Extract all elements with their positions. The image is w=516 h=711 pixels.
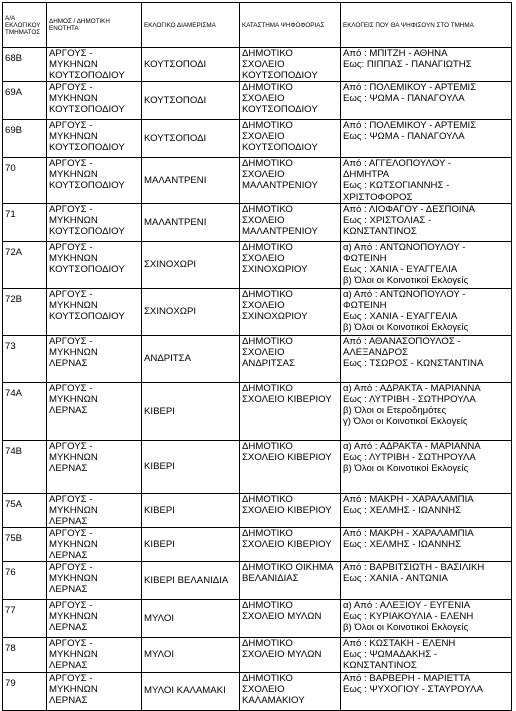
cell-station-line: ΔΗΜΟΤΙΚΟ [242,158,293,170]
cell-municipality-line: ΑΡΓΟΥΣ - [49,527,93,539]
cell-municipality [47,440,142,493]
cell-voters [341,120,512,158]
cell-municipality [47,158,142,203]
cell-station-line: ΣΧΟΛΕΙΟ [242,299,285,311]
table-row [3,48,512,82]
cell-municipality-line: ΜΥΚΗΝΩΝ [49,93,98,105]
table-row [3,527,512,561]
cell-station-line: ΚΟΥΤΣΟΠΟΔΙΟΥ [242,104,318,116]
cell-station-line: ΣΧΟΛΕΙΟ [242,131,285,143]
cell-station-line: ΜΑΛΑΝΤΡΕΝΙΟΥ [242,180,318,192]
cell-voters-line: ΚΩΝΣΤΑΝΤΙΝΟΣ [343,225,417,237]
table-row [3,493,512,527]
cell-station-line: ΔΗΜΟΤΙΚΟ [242,241,293,253]
cell-district: ΚΙΒΕΡΙ [142,527,240,561]
cell-voters-line: Εως : ΨΩΜΑ - ΠΑΝΑΓΟΥΛΑ [343,131,465,143]
cell-station-line: ΣΧΙΝΟΧΩΡΙΟΥ [242,263,308,275]
cell-voters-line: Από : ΠΟΛΕΜΙΚΟΥ - ΑΡΤΕΜΙΣ [343,120,477,132]
header-voters: ΕΚΛΟΓΕΙΣ ΠΟΥ ΘΑ ΨΗΦΙΣΟΥΝ ΣΤΟ ΤΜΗΜΑ [341,3,512,48]
table-row [3,288,512,335]
cell-station-line: ΔΗΜΟΤΙΚΟ [242,82,293,94]
cell-municipality [47,562,142,600]
cell-municipality-line: ΜΥΚΗΝΩΝ [49,451,98,463]
cell-station-line: ΣΧΟΛΕΙΟ [242,59,285,71]
cell-voters-line: γ) Όλοι οι Κοινοτικοί Εκλογείς [343,415,468,427]
cell-municipality-line: ΛΕΡΝΑΣ [49,357,88,369]
cell-station-line: ΣΧΟΛΕΙΟ ΚΙΒΕΡΙΟΥ [242,451,332,463]
cell-municipality-line: ΛΕΡΝΑΣ [49,694,88,706]
cell-station-line: ΣΧΟΛΕΙΟ ΜΥΛΩΝ [242,611,322,623]
cell-station [240,82,341,120]
cell-municipality [47,241,142,288]
cell-voters-line: Εως : ΧΡΙΣΤΟΛΙΑΣ - [343,214,432,226]
table-row [3,382,512,440]
table-body [3,48,512,711]
cell-voters-line: Εως : ΚΩΤΣΟΓΙΑΝΝΗΣ - [343,180,450,192]
cell-id: 68Β [3,48,47,82]
cell-station-line: ΔΗΜΟΤΙΚΟ [242,48,293,59]
cell-district: ΚΟΥΤΣΟΠΟΔΙ [142,120,240,158]
cell-municipality-line: ΜΥΚΗΝΩΝ [49,539,98,551]
cell-voters-line: Εως : ΧΑΝΙΑ - ΕΥΑΓΓΕΛΙΑ [343,263,458,275]
cell-municipality [47,672,142,710]
cell-id: 79 [3,672,47,710]
cell-voters-line: ΧΡΙΣΤΟΦΟΡΟΣ [343,191,413,203]
cell-municipality [47,288,142,335]
cell-municipality-line: ΑΡΓΟΥΣ - [49,158,93,170]
cell-voters-line: Εως : ΛΥΤΡΙΒΗ - ΣΩΤΗΡΟΥΛΑ [343,451,476,463]
cell-station-line: ΣΧΟΛΕΙΟ ΚΙΒΕΡΙΟΥ [242,393,332,405]
cell-voters-line: Εως : ΨΥΧΟΓΙΟΥ - ΣΤΑΥΡΟΥΛΑ [343,683,483,695]
cell-municipality-line: ΜΥΚΗΝΩΝ [49,611,98,623]
cell-station [240,493,341,527]
cell-municipality-line: ΜΥΚΗΝΩΝ [49,683,98,695]
cell-station-line: ΣΧΟΛΕΙΟ [242,169,285,181]
cell-voters [341,672,512,710]
cell-district: ΚΙΒΕΡΙ [142,382,240,440]
table-row [3,672,512,710]
cell-station [240,158,341,203]
cell-station-line: ΣΧΟΛΕΙΟ [242,252,285,264]
cell-station-line: ΚΑΛΑΜΑΚΙΟΥ [242,694,305,706]
cell-station [240,527,341,561]
cell-voters-line: Από : ΒΑΡΒΙΤΣΙΩΤΗ - ΒΑΣΙΛΙΚΗ [343,562,485,574]
cell-voters-line: α) Από : ΑΔΡΑΚΤΑ - ΜΑΡΙΑΝΝΑ [343,382,481,394]
cell-voters [341,382,512,440]
cell-municipality-line: ΜΥΚΗΝΩΝ [49,393,98,405]
table-row [3,203,512,241]
cell-voters [341,335,512,382]
cell-municipality-line: ΜΥΚΗΝΩΝ [49,346,98,358]
cell-municipality-line: ΚΟΥΤΣΟΠΟΔΙΟΥ [49,104,125,116]
cell-municipality-line: ΑΡΓΟΥΣ - [49,335,93,347]
cell-district: ΑΝΔΡΙΤΣΑ [142,335,240,382]
cell-voters-line: ΑΛΕΞΑΝΔΡΟΣ [343,346,408,358]
header-station: ΚΑΤΑΣΤΗΜΑ ΨΗΦΟΦΟΡΙΑΣ [240,3,341,48]
cell-station-line: ΣΧΟΛΕΙΟ ΜΥΛΩΝ [242,649,322,661]
table-row [3,241,512,288]
cell-station [240,288,341,335]
cell-station [240,638,341,672]
cell-voters-line: β) Όλοι οι Κοινοτικοί Εκλογείς [343,274,469,286]
cell-municipality [47,382,142,440]
cell-municipality-line: ΚΟΥΤΣΟΠΟΔΙΟΥ [49,70,125,82]
table-row [3,120,512,158]
cell-municipality [47,82,142,120]
cell-id: 77 [3,600,47,638]
cell-voters-line: Από : ΑΘΑΝΑΣΟΠΟΥΛΟΣ - [343,335,461,347]
cell-municipality-line: ΜΥΚΗΝΩΝ [49,252,98,264]
cell-municipality [47,48,142,82]
cell-municipality [47,527,142,561]
cell-municipality-line: ΑΡΓΟΥΣ - [49,382,93,394]
cell-voters-line: α) Από : ΑΝΤΩΝΟΠΟΥΛΟΥ - [343,241,466,253]
cell-voters-line: Εως : ΨΩΜΑΔΑΚΗΣ - [343,649,438,661]
cell-district: ΜΥΛΟΙ ΚΑΛΑΜΑΚΙ [142,672,240,710]
cell-district: ΜΥΛΟΙ [142,600,240,638]
cell-municipality-line: ΜΥΚΗΝΩΝ [49,131,98,143]
cell-id: 78 [3,638,47,672]
cell-voters-line: Από : ΠΟΛΕΜΙΚΟΥ - ΑΡΤΕΜΙΣ [343,82,477,94]
cell-district: ΚΟΥΤΣΟΠΟΔΙ [142,48,240,82]
cell-municipality-line: ΚΟΥΤΣΟΠΟΔΙΟΥ [49,180,125,192]
cell-voters-line: α) Από : ΑΛΕΞΙΟΥ - ΕΥΓΕΝΙΑ [343,600,471,612]
cell-municipality-line: ΜΥΚΗΝΩΝ [49,59,98,71]
cell-voters-line: α) Από : ΑΔΡΑΚΤΑ - ΜΑΡΙΑΝΝΑ [343,440,481,452]
cell-voters-line: Εως : ΧΕΛΜΗΣ - ΙΩΑΝΝΗΣ [343,504,462,516]
cell-id: 71 [3,203,47,241]
table-row [3,638,512,672]
cell-station-line: ΔΗΜΟΤΙΚΟ [242,335,293,347]
cell-municipality-line: ΑΡΓΟΥΣ - [49,241,93,253]
cell-voters [341,600,512,638]
cell-district: ΣΧΙΝΟΧΩΡΙ [142,241,240,288]
cell-district: ΚΙΒΕΡΙ [142,440,240,493]
cell-municipality-line: ΑΡΓΟΥΣ - [49,48,93,59]
cell-voters-line: Από : ΛΙΟΦΑΓΟΥ - ΔΕΣΠΟΙΝΑ [343,203,475,215]
cell-id: 73 [3,335,47,382]
table-row [3,335,512,382]
cell-station-line: ΑΝΔΡΙΤΣΑΣ [242,357,295,369]
table-header-row [3,3,512,48]
cell-station-line: ΣΧΟΛΕΙΟ [242,346,285,358]
cell-station [240,440,341,493]
cell-id: 70 [3,158,47,203]
cell-voters-line: Εως : ΨΩΜΑ - ΠΑΝΑΓΟΥΛΑ [343,93,465,105]
cell-station-line: ΔΗΜΟΤΙΚΟ [242,382,293,394]
cell-voters [341,493,512,527]
cell-voters [341,48,512,82]
cell-station [240,203,341,241]
cell-voters-line: Εως: ΠΙΠΠΑΣ - ΠΑΝΑΓΙΩΤΗΣ [343,59,472,71]
cell-voters [341,440,512,493]
cell-voters-line: Εως : ΧΕΛΜΗΣ - ΙΩΑΝΝΗΣ [343,539,462,551]
cell-station [240,335,341,382]
cell-id: 72Α [3,241,47,288]
cell-district: ΜΑΛΑΝΤΡΕΝΙ [142,203,240,241]
cell-municipality [47,600,142,638]
cell-voters-line: Εως : ΚΥΡΙΑΚΟΥΛΙΑ - ΕΛΕΝΗ [343,611,474,623]
cell-station-line: ΒΕΛΑΝΙΔΙΑΣ [242,573,299,585]
table-row [3,440,512,493]
cell-station [240,672,341,710]
cell-station [240,48,341,82]
cell-id: 75Β [3,527,47,561]
header-municipality: ΔΗΜΟΣ / ΔΗΜΟΤΙΚΗ ΕΝΟΤΗΤΑ [47,3,142,48]
cell-station-line: ΔΗΜΟΤΙΚΟ [242,440,293,452]
cell-municipality-line: ΑΡΓΟΥΣ - [49,203,93,215]
cell-municipality-line: ΛΕΡΝΑΣ [49,622,88,634]
cell-municipality-line: ΑΡΓΟΥΣ - [49,288,93,300]
cell-municipality-line: ΚΟΥΤΣΟΠΟΔΙΟΥ [49,142,125,154]
header-id: Α/Α ΕΚΛΟΓΙΚΟΥ ΤΜΗΜΑΤΟΣ [3,3,47,48]
cell-station [240,600,341,638]
cell-station-line: ΚΟΥΤΣΟΠΟΔΙΟΥ [242,142,318,154]
cell-municipality [47,335,142,382]
cell-municipality-line: ΜΥΚΗΝΩΝ [49,649,98,661]
cell-municipality-line: ΜΥΚΗΝΩΝ [49,299,98,311]
cell-station-line: ΣΧΙΝΟΧΩΡΙΟΥ [242,310,308,322]
cell-voters-line: Εως : ΧΑΝΙΑ - ΕΥΑΓΓΕΛΙΑ [343,310,458,322]
cell-station-line: ΔΗΜΟΤΙΚΟ [242,493,293,505]
cell-voters [341,158,512,203]
cell-station-line: ΔΗΜΟΤΙΚΟ [242,600,293,612]
cell-municipality [47,638,142,672]
cell-voters [341,527,512,561]
cell-id: 69Α [3,82,47,120]
cell-station-line: ΣΧΟΛΕΙΟ [242,93,285,105]
polling-stations-table [2,2,512,711]
cell-voters-line: α) Από : ΑΝΤΩΝΟΠΟΥΛΟΥ - [343,288,466,300]
cell-station-line: ΔΗΜΟΤΙΚΟ [242,672,293,684]
cell-municipality [47,493,142,527]
cell-municipality-line: ΑΡΓΟΥΣ - [49,82,93,94]
cell-id: 75Α [3,493,47,527]
cell-id: 74Β [3,440,47,493]
cell-municipality-line: ΜΥΚΗΝΩΝ [49,573,98,585]
cell-station [240,120,341,158]
cell-municipality-line: ΛΕΡΝΑΣ [49,660,88,672]
cell-voters-line: Από : ΒΑΡΒΕΡΗ - ΜΑΡΙΕΤΤΑ [343,672,471,684]
cell-voters [341,638,512,672]
header-district: ΕΚΛΟΓΙΚΟ ΔΙΑΜΕΡΙΣΜΑ [142,3,240,48]
cell-voters [341,203,512,241]
cell-voters-line: Από : ΚΩΣΤΑΚΗ - ΕΛΕΝΗ [343,638,456,650]
cell-municipality-line: ΑΡΓΟΥΣ - [49,672,93,684]
cell-voters-line: Από : ΜΑΚΡΗ - ΧΑΡΑΛΑΜΠΙΑ [343,527,474,539]
cell-id: 69Β [3,120,47,158]
cell-municipality-line: ΜΥΚΗΝΩΝ [49,504,98,516]
table-row [3,158,512,203]
cell-voters-line: Εως : ΧΑΝΙΑ - ΑΝΤΩΝΙΑ [343,573,448,585]
cell-municipality-line: ΑΡΓΟΥΣ - [49,493,93,505]
cell-voters-line: ΦΩΤΕΙΝΗ [343,299,387,311]
cell-station-line: ΣΧΟΛΕΙΟ [242,683,285,695]
cell-station [240,241,341,288]
cell-station-line: ΔΗΜΟΤΙΚΟ [242,527,293,539]
cell-municipality-line: ΛΕΡΝΑΣ [49,462,88,474]
cell-municipality-line: ΑΡΓΟΥΣ - [49,638,93,650]
cell-station-line: ΣΧΟΛΕΙΟ ΚΙΒΕΡΙΟΥ [242,539,332,551]
cell-municipality-line: ΛΕΡΝΑΣ [49,550,88,562]
cell-municipality-line: ΛΕΡΝΑΣ [49,404,88,416]
cell-voters-line: Εως : ΤΣΩΡΟΣ - ΚΩΝΣΤΑΝΤΙΝΑ [343,357,484,369]
cell-municipality-line: ΚΟΥΤΣΟΠΟΔΙΟΥ [49,225,125,237]
cell-municipality-line: ΑΡΓΟΥΣ - [49,440,93,452]
cell-voters-line: Εως : ΛΥΤΡΙΒΗ - ΣΩΤΗΡΟΥΛΑ [343,393,476,405]
cell-voters-line: Από : ΜΑΚΡΗ - ΧΑΡΑΛΑΜΠΙΑ [343,493,474,505]
cell-municipality-line: ΜΥΚΗΝΩΝ [49,169,98,181]
cell-id: 72Β [3,288,47,335]
cell-station [240,382,341,440]
cell-voters-line: β) Όλοι οι Κοινοτικοί Εκλογείς [343,622,469,634]
cell-district: ΚΙΒΕΡΙ [142,493,240,527]
cell-voters-line: β) Όλοι οι Κοινοτικοί Εκλογείς [343,321,469,333]
cell-voters-line: ΦΩΤΕΙΝΗ [343,252,387,264]
cell-municipality-line: ΛΕΡΝΑΣ [49,515,88,527]
cell-municipality [47,203,142,241]
cell-municipality-line: ΑΡΓΟΥΣ - [49,600,93,612]
cell-voters-line: ΚΩΝΣΤΑΝΤΙΝΟΣ [343,660,417,672]
cell-station-line: ΣΧΟΛΕΙΟ ΚΙΒΕΡΙΟΥ [242,504,332,516]
cell-station-line: ΔΗΜΟΤΙΚΟ [242,120,293,132]
cell-municipality-line: ΚΟΥΤΣΟΠΟΔΙΟΥ [49,310,125,322]
cell-district: ΜΥΛΟΙ [142,638,240,672]
cell-district: ΚΟΥΤΣΟΠΟΔΙ [142,82,240,120]
cell-district: ΚΙΒΕΡΙ ΒΕΛΑΝΙΔΙΑ [142,562,240,600]
cell-district: ΣΧΙΝΟΧΩΡΙ [142,288,240,335]
cell-id: 74Α [3,382,47,440]
cell-municipality-line: ΑΡΓΟΥΣ - [49,120,93,132]
cell-voters-line: Από : ΜΠΙΤΖΗ - ΑΘΗΝΑ [343,48,448,59]
cell-voters-line: β) Όλοι οι Κοινοτικοί Εκλογείς [343,462,469,474]
cell-station-line: ΣΧΟΛΕΙΟ [242,214,285,226]
cell-voters [341,562,512,600]
cell-voters [341,241,512,288]
cell-station-line: ΔΗΜΟΤΙΚΟ ΟΙΚΗΜΑ [242,562,334,574]
table-row [3,82,512,120]
cell-municipality-line: ΑΡΓΟΥΣ - [49,562,93,574]
table-row [3,600,512,638]
cell-voters [341,82,512,120]
cell-district: ΜΑΛΑΝΤΡΕΝΙ [142,158,240,203]
cell-voters-line: ΔΗΜΗΤΡΑ [343,169,390,181]
cell-station-line: ΔΗΜΟΤΙΚΟ [242,638,293,650]
cell-voters-line: Από : ΑΓΓΕΛΟΠΟΥΛΟΥ - [343,158,452,170]
cell-station-line: ΜΑΛΑΝΤΡΕΝΙΟΥ [242,225,318,237]
table-row [3,562,512,600]
cell-station-line: ΔΗΜΟΤΙΚΟ [242,203,293,215]
cell-station-line: ΚΟΥΤΣΟΠΟΔΙΟΥ [242,70,318,82]
cell-voters-line: β) Όλοι οι Ετεροδημότες [343,404,447,416]
cell-id: 76 [3,562,47,600]
cell-municipality-line: ΜΥΚΗΝΩΝ [49,214,98,226]
cell-voters [341,288,512,335]
cell-station [240,562,341,600]
cell-municipality-line: ΚΟΥΤΣΟΠΟΔΙΟΥ [49,263,125,275]
cell-station-line: ΔΗΜΟΤΙΚΟ [242,288,293,300]
cell-municipality [47,120,142,158]
cell-municipality-line: ΛΕΡΝΑΣ [49,584,88,596]
